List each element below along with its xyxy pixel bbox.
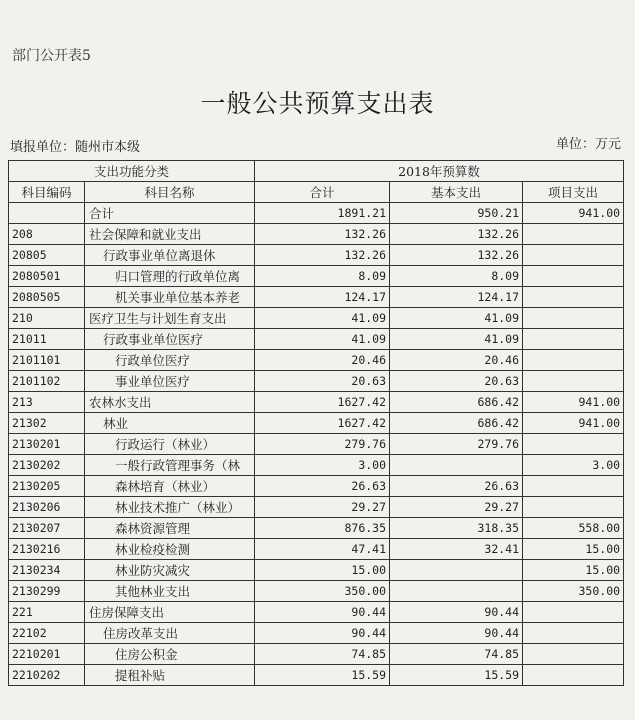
name-cell: 林业: [85, 413, 255, 434]
total-cell: 1627.42: [255, 392, 390, 413]
name-cell: 机关事业单位基本养老: [85, 287, 255, 308]
project-cell: [523, 245, 624, 266]
table-row: [9, 392, 624, 413]
project-cell: 15.00: [523, 539, 624, 560]
total-cell: 74.85: [255, 644, 390, 665]
total-cell: 15.00: [255, 560, 390, 581]
total-cell: 20.63: [255, 371, 390, 392]
basic-cell: 41.09: [390, 329, 523, 350]
project-cell: [523, 350, 624, 371]
table-row: [9, 560, 624, 581]
table-number: 部门公开表5: [12, 48, 91, 64]
project-cell: 15.00: [523, 560, 624, 581]
header-code: 科目编码: [9, 182, 85, 203]
total-cell: 41.09: [255, 308, 390, 329]
code-cell: 2130206: [9, 497, 85, 518]
total-cell: 47.41: [255, 539, 390, 560]
basic-cell: 90.44: [390, 623, 523, 644]
header-row-group: [9, 161, 624, 182]
project-cell: [523, 602, 624, 623]
code-cell: 210: [9, 308, 85, 329]
basic-cell: 132.26: [390, 245, 523, 266]
total-cell: 15.59: [255, 665, 390, 686]
table-row: [9, 371, 624, 392]
name-cell: 农林水支出: [85, 392, 255, 413]
project-cell: 3.00: [523, 455, 624, 476]
name-cell: 其他林业支出: [85, 581, 255, 602]
code-cell: 20805: [9, 245, 85, 266]
total-cell: 90.44: [255, 602, 390, 623]
table-row: [9, 623, 624, 644]
basic-cell: 20.46: [390, 350, 523, 371]
basic-cell: 74.85: [390, 644, 523, 665]
total-cell: 279.76: [255, 434, 390, 455]
total-cell: 876.35: [255, 518, 390, 539]
project-cell: [523, 497, 624, 518]
table-row: [9, 266, 624, 287]
project-cell: [523, 287, 624, 308]
total-cell: 1627.42: [255, 413, 390, 434]
table-row: [9, 224, 624, 245]
total-cell: 41.09: [255, 329, 390, 350]
project-cell: 941.00: [523, 413, 624, 434]
name-cell: 行政事业单位离退休: [85, 245, 255, 266]
code-cell: 2130207: [9, 518, 85, 539]
name-cell: 一般行政管理事务（林: [85, 455, 255, 476]
header-project: 项目支出: [523, 182, 624, 203]
header-name: 科目名称: [85, 182, 255, 203]
basic-cell: 8.09: [390, 266, 523, 287]
basic-cell: 686.42: [390, 413, 523, 434]
name-cell: 医疗卫生与计划生育支出: [85, 308, 255, 329]
project-cell: 558.00: [523, 518, 624, 539]
name-cell: 提租补贴: [85, 665, 255, 686]
name-cell: 林业技术推广（林业）: [85, 497, 255, 518]
table-row: [9, 245, 624, 266]
project-cell: 941.00: [523, 203, 624, 224]
basic-cell: 41.09: [390, 308, 523, 329]
table-row: [9, 497, 624, 518]
basic-cell: [390, 581, 523, 602]
total-cell: 132.26: [255, 245, 390, 266]
table-row: [9, 203, 624, 224]
basic-cell: [390, 560, 523, 581]
code-cell: 21011: [9, 329, 85, 350]
code-cell: 2080505: [9, 287, 85, 308]
table-row: [9, 308, 624, 329]
project-cell: 350.00: [523, 581, 624, 602]
basic-cell: 279.76: [390, 434, 523, 455]
name-cell: 社会保障和就业支出: [85, 224, 255, 245]
name-cell: 归口管理的行政单位离: [85, 266, 255, 287]
name-cell: 林业防灾减灾: [85, 560, 255, 581]
table-row: [9, 350, 624, 371]
code-cell: 2130216: [9, 539, 85, 560]
project-cell: [523, 665, 624, 686]
header-row-columns: [9, 182, 624, 203]
total-cell: 350.00: [255, 581, 390, 602]
total-cell: 132.26: [255, 224, 390, 245]
basic-cell: [390, 455, 523, 476]
basic-cell: 15.59: [390, 665, 523, 686]
name-cell: 森林培育（林业）: [85, 476, 255, 497]
total-cell: 1891.21: [255, 203, 390, 224]
project-cell: [523, 623, 624, 644]
total-cell: 20.46: [255, 350, 390, 371]
project-cell: [523, 224, 624, 245]
header-function-group: 支出功能分类: [9, 161, 255, 182]
table-body: [9, 203, 624, 686]
code-cell: 2101101: [9, 350, 85, 371]
code-cell: 2130201: [9, 434, 85, 455]
code-cell: 2210202: [9, 665, 85, 686]
project-cell: [523, 371, 624, 392]
table-row: [9, 665, 624, 686]
currency-unit: 单位：万元: [555, 137, 621, 152]
name-cell: 行政事业单位医疗: [85, 329, 255, 350]
project-cell: [523, 434, 624, 455]
basic-cell: 950.21: [390, 203, 523, 224]
basic-cell: 124.17: [390, 287, 523, 308]
code-cell: 221: [9, 602, 85, 623]
page-title: 一般公共预算支出表: [200, 89, 435, 118]
basic-cell: 318.35: [390, 518, 523, 539]
table-row: [9, 518, 624, 539]
total-cell: 124.17: [255, 287, 390, 308]
basic-cell: 32.41: [390, 539, 523, 560]
project-cell: 941.00: [523, 392, 624, 413]
code-cell: 2130202: [9, 455, 85, 476]
table-row: [9, 644, 624, 665]
header-total: 合计: [255, 182, 390, 203]
name-cell: 住房改革支出: [85, 623, 255, 644]
code-cell: [9, 203, 85, 224]
name-cell: 行政运行（林业）: [85, 434, 255, 455]
name-cell: 住房公积金: [85, 644, 255, 665]
table-row: [9, 329, 624, 350]
project-cell: [523, 266, 624, 287]
table-row: [9, 287, 624, 308]
table-row: [9, 476, 624, 497]
name-cell: 行政单位医疗: [85, 350, 255, 371]
basic-cell: 686.42: [390, 392, 523, 413]
code-cell: 2130299: [9, 581, 85, 602]
table-row: [9, 455, 624, 476]
code-cell: 213: [9, 392, 85, 413]
code-cell: 2101102: [9, 371, 85, 392]
budget-table: [8, 160, 624, 686]
total-cell: 29.27: [255, 497, 390, 518]
project-cell: [523, 644, 624, 665]
code-cell: 2210201: [9, 644, 85, 665]
code-cell: 2130234: [9, 560, 85, 581]
name-cell: 森林资源管理: [85, 518, 255, 539]
filing-unit: 填报单位：随州市本级: [10, 140, 141, 155]
header-budget-group: 2018年预算数: [255, 161, 624, 182]
name-cell: 事业单位医疗: [85, 371, 255, 392]
total-cell: 8.09: [255, 266, 390, 287]
table-row: [9, 581, 624, 602]
code-cell: 22102: [9, 623, 85, 644]
total-cell: 90.44: [255, 623, 390, 644]
basic-cell: 26.63: [390, 476, 523, 497]
name-cell: 住房保障支出: [85, 602, 255, 623]
code-cell: 2130205: [9, 476, 85, 497]
table-row: [9, 434, 624, 455]
code-cell: 21302: [9, 413, 85, 434]
code-cell: 208: [9, 224, 85, 245]
table-row: [9, 602, 624, 623]
basic-cell: 90.44: [390, 602, 523, 623]
code-cell: 2080501: [9, 266, 85, 287]
project-cell: [523, 476, 624, 497]
total-cell: 26.63: [255, 476, 390, 497]
header-basic: 基本支出: [390, 182, 523, 203]
name-cell: 林业检疫检测: [85, 539, 255, 560]
table-row: [9, 413, 624, 434]
basic-cell: 132.26: [390, 224, 523, 245]
name-cell: 合计: [85, 203, 255, 224]
project-cell: [523, 308, 624, 329]
basic-cell: 29.27: [390, 497, 523, 518]
table-row: [9, 539, 624, 560]
basic-cell: 20.63: [390, 371, 523, 392]
project-cell: [523, 329, 624, 350]
total-cell: 3.00: [255, 455, 390, 476]
